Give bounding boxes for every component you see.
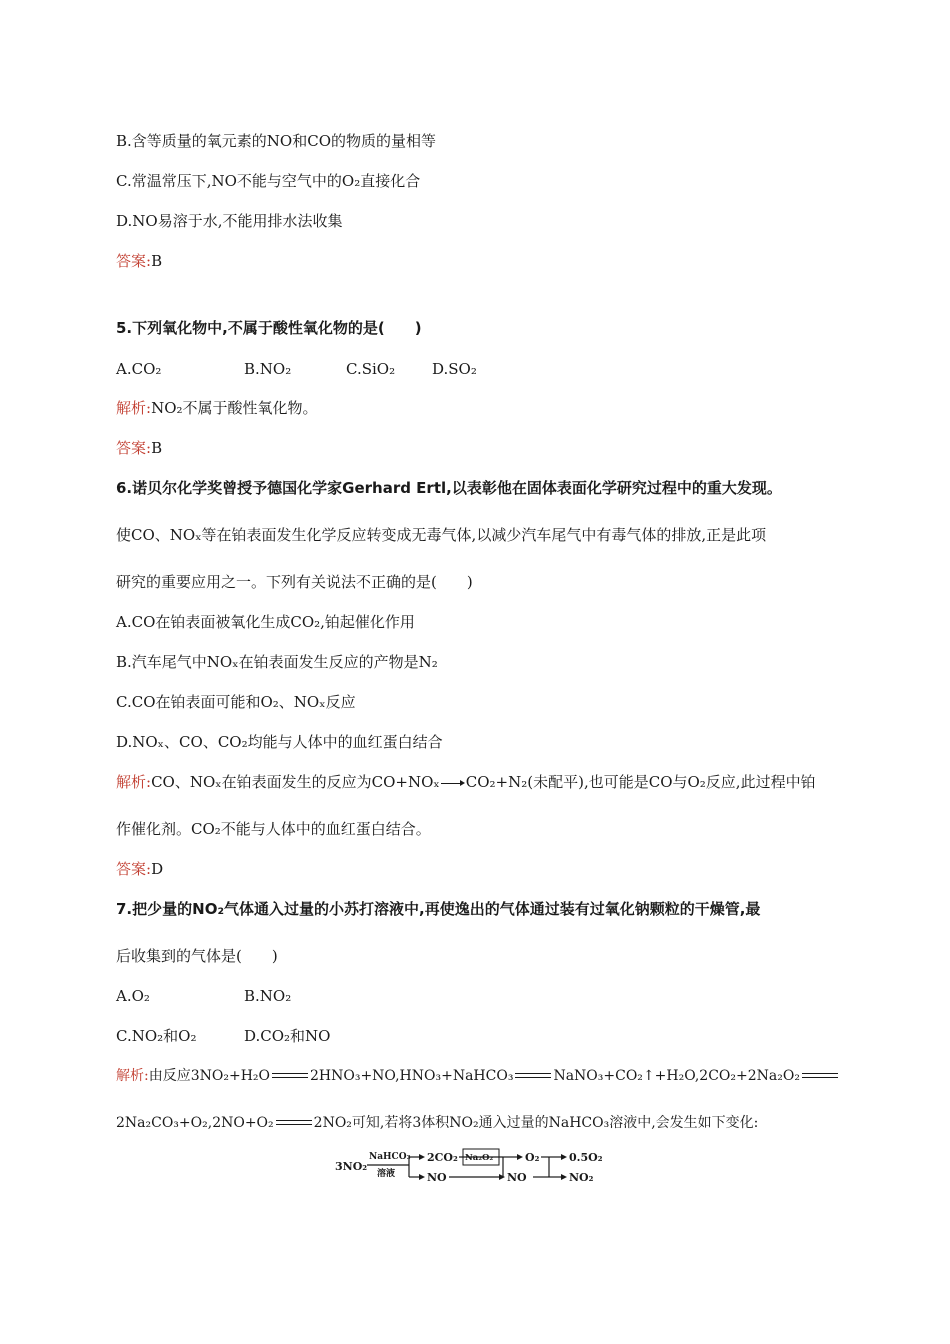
answer-4: 答案:B (116, 252, 163, 270)
answer-5: 答案:B (116, 439, 163, 457)
scheme-product-3-top: 0.5O₂ (569, 1151, 603, 1164)
reaction-arrow-icon (440, 778, 466, 788)
q7-option-d: D.CO₂和NO (244, 1027, 331, 1045)
q7-option-c: C.NO₂和O₂ (116, 1027, 197, 1045)
scheme-reagent-1: NaHCO₃ (369, 1152, 411, 1162)
q6-option-d: D.NOₓ、CO、CO₂均能与人体中的血红蛋白结合 (116, 733, 443, 751)
q5-option-d: D.SO₂ (432, 360, 477, 378)
reaction-scheme (335, 1146, 625, 1186)
scheme-product-1-top: 2CO₂ (427, 1151, 458, 1164)
analysis-7-line-2: 2Na₂CO₃+O₂,2NO+O₂ 2NO₂可知,若将3体积NO₂通入过量的NaHCO₃溶液中,会发生如下变化: (116, 1115, 759, 1131)
scheme-product-3-bottom: NO₂ (569, 1171, 594, 1184)
option-c-prev: C.常温常压下,NO不能与空气中的O₂直接化合 (116, 172, 421, 190)
scheme-product-2-top: O₂ (525, 1151, 540, 1164)
question-6-line-2: 使CO、NOₓ等在铂表面发生化学反应转变成无毒气体,以减少汽车尾气中有毒气体的排放,正是此项 (116, 526, 767, 544)
q6-option-c: C.CO在铂表面可能和O₂、NOₓ反应 (116, 693, 356, 711)
analysis-7-line-1: 解析:由反应3NO₂+H₂O 2HNO₃+NO,HNO₃+NaHCO₃ NaNO₃+CO₂↑+H₂O,2CO₂+2Na₂O₂ (116, 1066, 840, 1086)
scheme-product-1-bottom: NO (427, 1171, 447, 1184)
question-6-line-3: 研究的重要应用之一。下列有关说法不正确的是( ) (116, 573, 473, 591)
q5-option-c: C.SiO₂ (346, 360, 396, 378)
equals-sign-icon (513, 1071, 553, 1081)
question-7-line-1: 7.把少量的NO₂气体通入过量的小苏打溶液中,再使逸出的气体通过装有过氧化钠颗粒的干燥管,最 (116, 900, 761, 918)
option-b-prev: B.含等质量的氧元素的NO和CO的物质的量相等 (116, 132, 436, 150)
q6-option-b: B.汽车尾气中NOₓ在铂表面发生反应的产物是N₂ (116, 653, 438, 671)
q7-option-a: A.O₂ (116, 987, 150, 1005)
scheme-reagent-2: Na₂O₂ (465, 1153, 494, 1163)
equals-sign-icon (800, 1071, 840, 1081)
q6-option-a: A.CO在铂表面被氧化生成CO₂,铂起催化作用 (116, 613, 415, 631)
analysis-5: 解析:NO₂不属于酸性氧化物。 (116, 399, 318, 417)
equals-sign-icon (270, 1071, 310, 1081)
q5-option-b: B.NO₂ (244, 360, 292, 378)
q5-option-a: A.CO₂ (116, 360, 162, 378)
equals-sign-icon (274, 1118, 314, 1128)
option-d-prev: D.NO易溶于水,不能用排水法收集 (116, 212, 343, 230)
scheme-start: 3NO₂ (335, 1160, 368, 1173)
question-5: 5.下列氧化物中,不属于酸性氧化物的是( ) (116, 319, 422, 337)
analysis-6-line-2: 作催化剂。CO₂不能与人体中的血红蛋白结合。 (116, 820, 431, 838)
question-7-line-2: 后收集到的气体是( ) (116, 947, 278, 965)
q7-option-b: B.NO₂ (244, 987, 292, 1005)
answer-6: 答案:D (116, 860, 164, 878)
scheme-product-2-bottom: NO (507, 1171, 527, 1184)
scheme-reagent-1-solvent: 溶液 (377, 1169, 396, 1179)
analysis-6-line-1: 解析:CO、NOₓ在铂表面发生的反应为CO+NOₓ CO₂+N₂(未配平),也可能是CO与O₂反应,此过程中铂 (116, 773, 816, 791)
question-6-line-1: 6.诺贝尔化学奖曾授予德国化学家Gerhard Ertl,以表彰他在固体表面化学研究过程中的重大发现。 (116, 479, 782, 497)
